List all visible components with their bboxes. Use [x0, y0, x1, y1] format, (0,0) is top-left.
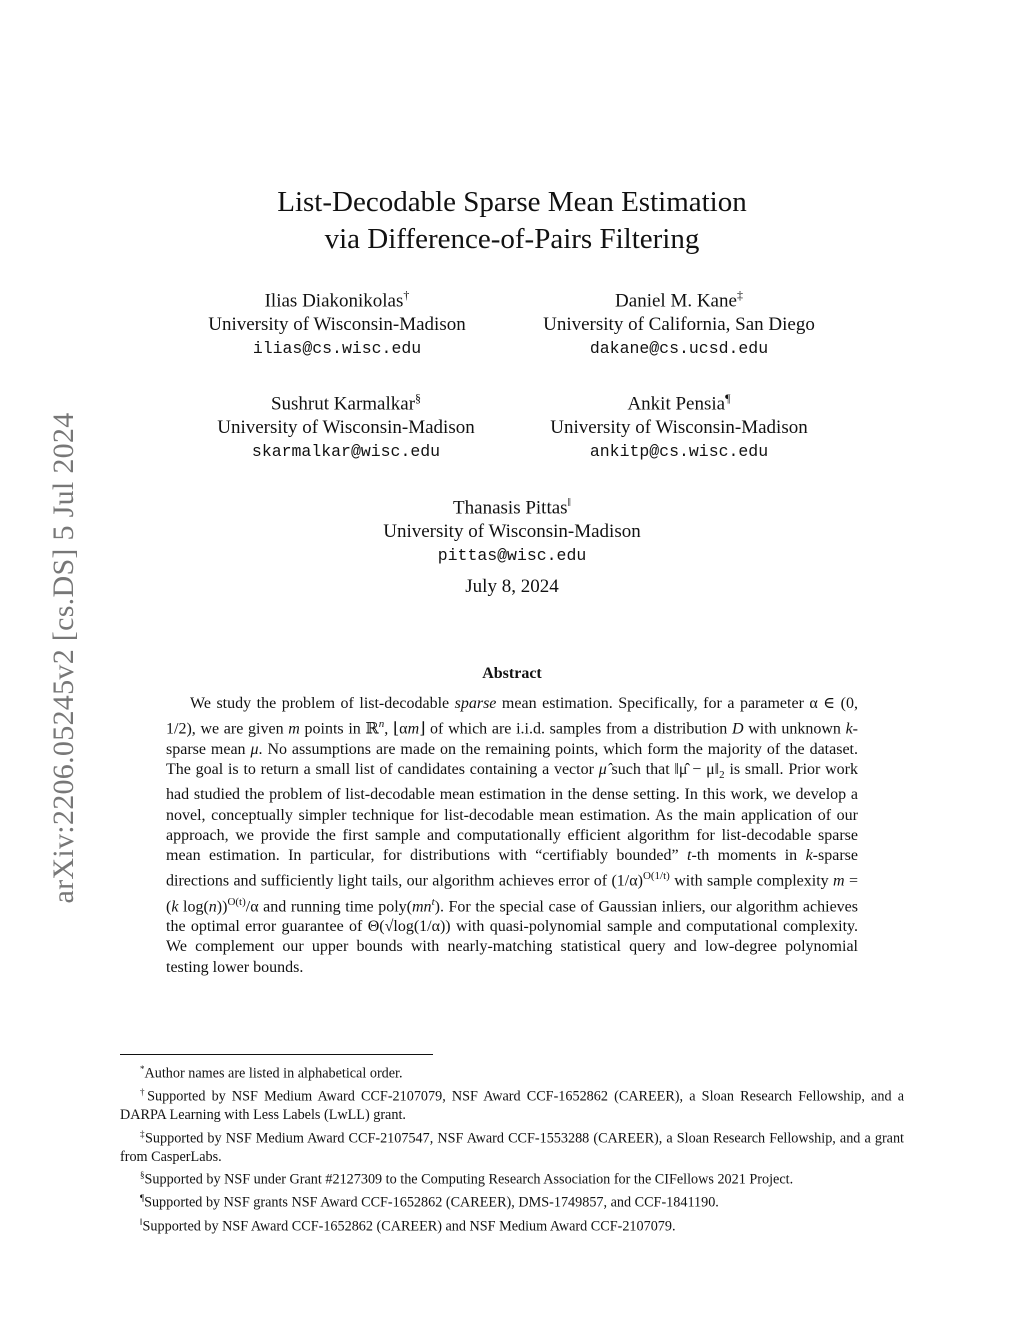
footnote-rule [120, 1054, 433, 1055]
author-block [520, 386, 838, 464]
author-email[interactable]: ilias@cs.wisc.edu [252, 339, 422, 359]
paper-date: July 8, 2024 [465, 576, 559, 597]
abstract-heading: Abstract [482, 665, 542, 682]
title-line-1: List-Decodable Sparse Mean Estimation [277, 186, 747, 218]
author-affiliation: University of Wisconsin-Madison [550, 417, 808, 439]
author-affiliation: University of Wisconsin-Madison [383, 521, 641, 543]
author-mark: ‡ [736, 288, 743, 302]
author-block [520, 283, 838, 361]
footnote: †Supported by NSF Medium Award CCF-2107079, NSF Award CCF-1652862 (CAREER), a Sloan Research Fellowship, and a DARPA Learning with Less Labels (LwLL) grant. [120, 1087, 904, 1124]
author-affiliation: University of Wisconsin-Madison [208, 314, 466, 336]
author-email[interactable]: pittas@wisc.edu [437, 546, 587, 566]
author-block [174, 283, 500, 361]
footnote: §Supported by NSF under Grant #2127309 to the Computing Research Association for the CIFellows 2021 Project. [140, 1170, 794, 1188]
author-email[interactable]: ankitp@cs.wisc.edu [589, 442, 769, 462]
author-mark: † [403, 288, 410, 302]
author-name: Ilias Diakonikolas [264, 290, 404, 312]
author-name: Sushrut Karmalkar [270, 393, 416, 415]
paper-title [200, 184, 824, 258]
author-mark: ‖ [567, 495, 571, 509]
author-block [174, 386, 518, 464]
author-name: Thanasis Pittas [453, 497, 568, 519]
footnote: ‖Supported by NSF Award CCF-1652862 (CAREER) and NSF Medium Award CCF-2107079. [140, 1216, 676, 1235]
arxiv-identifier: arXiv:2206.05245v2 [cs.DS] 5 Jul 2024 [47, 412, 80, 904]
footnote: *Author names are listed in alphabetical order. [140, 1064, 403, 1082]
author-name: Ankit Pensia [627, 393, 726, 415]
author-mark: § [415, 391, 422, 405]
footnote: ¶Supported by NSF grants NSF Award CCF-1652862 (CAREER), DMS-1749857, and CCF-1841190. [140, 1193, 719, 1212]
footnotes [120, 1060, 904, 1236]
author-email[interactable]: dakane@cs.ucsd.edu [589, 339, 769, 359]
footnote: ‡Supported by NSF Medium Award CCF-2107547, NSF Award CCF-1553288 (CAREER), a Sloan Research Fellowship, and a grant from CasperLabs. [120, 1128, 904, 1165]
author-block [340, 490, 684, 568]
author-mark: ¶ [725, 391, 731, 405]
author-affiliation: University of Wisconsin-Madison [217, 417, 475, 439]
author-email[interactable]: skarmalkar@wisc.edu [251, 442, 441, 462]
author-name: Daniel M. Kane [615, 290, 737, 312]
title-line-2: via Difference-of-Pairs Filtering [324, 223, 700, 255]
author-affiliation: University of California, San Diego [543, 314, 815, 336]
abstract-body: We study the problem of list-decodable sparse mean estimation. Specifically, for a parameter α ∈ (0, 1/2), we are given m points in ℝ$^n$, ⌊αm⌋ of which are i.i.d. samples from a distribution D with unknown k-sparse mean μ. No assumptions are made on the remaining points, which form the majority of the dataset. The goal is to return a small list of candidates containing a vector μ̂ such that ‖μ̂ − $\mu‖_2$ is small. Prior work had studied the problem of list-decodable mean estimation in the dense setting. In this work, we develop a novel, conceptually simpler technique for list-decodable mean estimation. As the main application of our approach, we provide the first sample and computationally efficient algorithm for list-decodable sparse mean estimation. In particular, for distributions with “certifiably bounded” t-th moments in k-sparse directions and sufficiently light tails, our algorithm achieves error of $(1/\alpha)^{O(1/t)}$ with sample complexity m = (k log(n))$^{O(t)}$/α and running time $poly(mn^t)$. For the special case of Gaussian inliers, our algorithm achieves the optimal error guarantee of Θ(√log(1/α)) with quasi-polynomial sample and computational complexity. We complement our upper bounds with nearly-matching statistical query and low-degree polynomial testing lower bounds. [166, 695, 859, 976]
